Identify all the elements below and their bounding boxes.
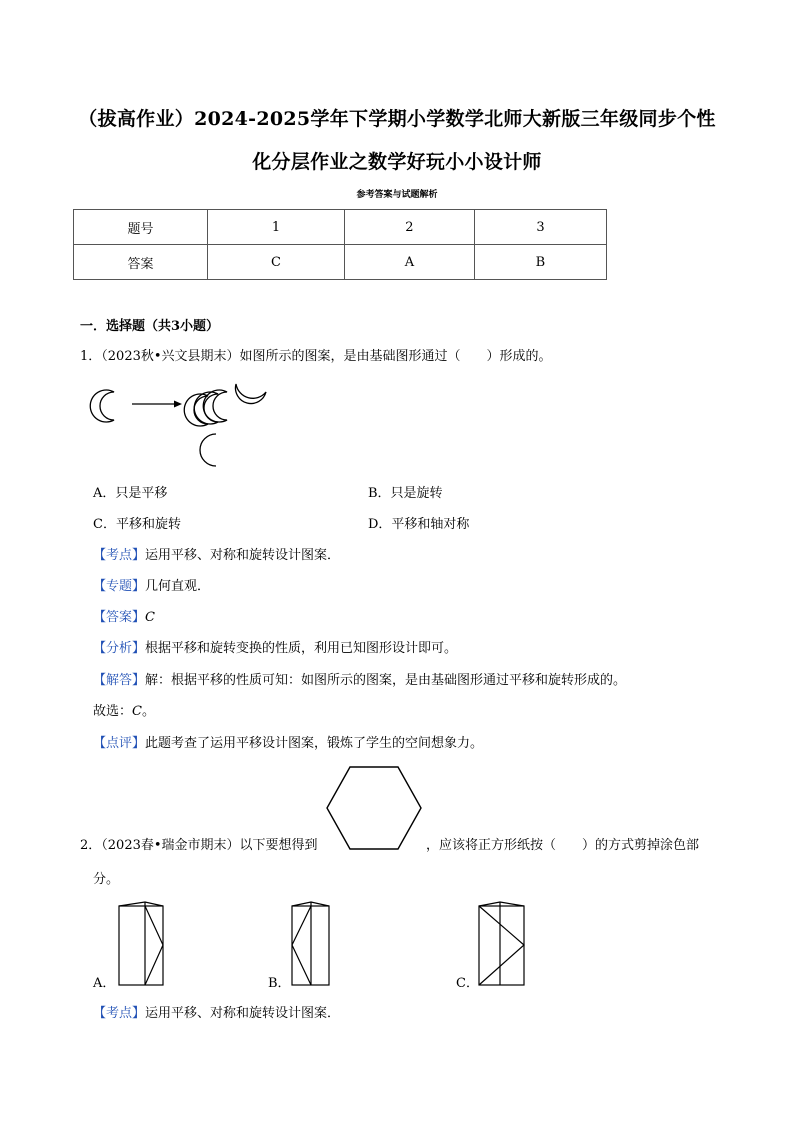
- question-1-option-c: C．平移和旋转: [93, 517, 181, 532]
- zhuanti-text: 几何直观．: [145, 579, 211, 594]
- question-2-stem-part-1: 2．（2023春•瑞金市期末）以下要想得到: [80, 838, 318, 853]
- question-1-zhuanti: [93, 579, 210, 595]
- answer-tag: 【答案】: [93, 610, 146, 625]
- question-1-option-b: B．只是旋转: [368, 486, 443, 501]
- table-cell: 1: [208, 210, 345, 245]
- section-heading: 一．选择题（共3小题）: [80, 319, 220, 334]
- solution-text: 解：根据平移的性质可知：如图所示的图案，是由基础图形通过平移和旋转形成的。: [145, 673, 627, 688]
- question-1-figure: [90, 380, 280, 472]
- question-2-stem-part-2: ，应该将正方形纸按（ ）的方式剪掉涂色部: [426, 838, 700, 853]
- question-1-comment: [93, 736, 483, 752]
- analysis-text: 根据平移和旋转变换的性质，利用已知图形设计即可。: [145, 641, 458, 656]
- table-cell: 3: [474, 210, 606, 245]
- document-title-line-2: 化分层作业之数学好玩小小设计师: [252, 151, 542, 173]
- answer-table: [73, 209, 607, 280]
- table-cell: 2: [344, 210, 474, 245]
- question-1-stem: 1．（2023秋•兴文县期末）如图所示的图案，是由基础图形通过（ ）形成的。: [80, 349, 552, 364]
- document-title-line-1: （拔高作业）2024-2025学年下学期小学数学北师大新版三年级同步个性: [78, 108, 716, 130]
- kaodian-text: 运用平移、对称和旋转设计图案．: [145, 1006, 341, 1021]
- answer-text: C: [145, 610, 155, 625]
- zhuanti-tag: 【专题】: [93, 579, 146, 594]
- table-cell: B: [474, 245, 606, 280]
- table-row: [74, 245, 607, 280]
- table-row: [74, 210, 607, 245]
- question-1-choice: [93, 704, 155, 720]
- row-label-answer: 答案: [74, 245, 208, 280]
- question-1-option-a: A．只是平移: [93, 486, 168, 501]
- hexagon-figure: [326, 766, 422, 850]
- question-1-kaodian: [93, 548, 340, 564]
- question-1-solution: [93, 673, 626, 689]
- solution-tag: 【解答】: [93, 673, 146, 688]
- table-cell: A: [344, 245, 474, 280]
- question-2-option-b-label: B．: [268, 976, 291, 991]
- choice-suffix: 。: [141, 704, 155, 719]
- choice-answer: C: [132, 704, 142, 719]
- row-label-number: 题号: [74, 210, 208, 245]
- question-1-answer: [93, 610, 155, 626]
- kaodian-tag: 【考点】: [93, 1006, 146, 1021]
- question-2-option-a-label: A．: [93, 976, 116, 991]
- kaodian-text: 运用平移、对称和旋转设计图案．: [145, 548, 341, 563]
- analysis-tag: 【分析】: [93, 641, 146, 656]
- choice-prefix: 故选：: [93, 704, 133, 719]
- document-subtitle: 参考答案与试题解析: [356, 190, 438, 200]
- comment-text: 此题考查了运用平移设计图案，锻炼了学生的空间想象力。: [145, 736, 484, 751]
- question-1-option-d: D．平移和轴对称: [368, 517, 470, 532]
- kaodian-tag: 【考点】: [93, 548, 146, 563]
- question-2-option-c-figure: [478, 901, 526, 987]
- question-2-stem-line-2: 分。: [93, 872, 120, 887]
- question-2-option-c-label: C．: [456, 976, 479, 991]
- question-1-analysis: [93, 641, 457, 657]
- comment-tag: 【点评】: [93, 736, 146, 751]
- table-cell: C: [208, 245, 345, 280]
- question-2-option-b-figure: [291, 901, 331, 987]
- question-2-kaodian: [93, 1006, 340, 1022]
- question-2-option-a-figure: [118, 901, 166, 987]
